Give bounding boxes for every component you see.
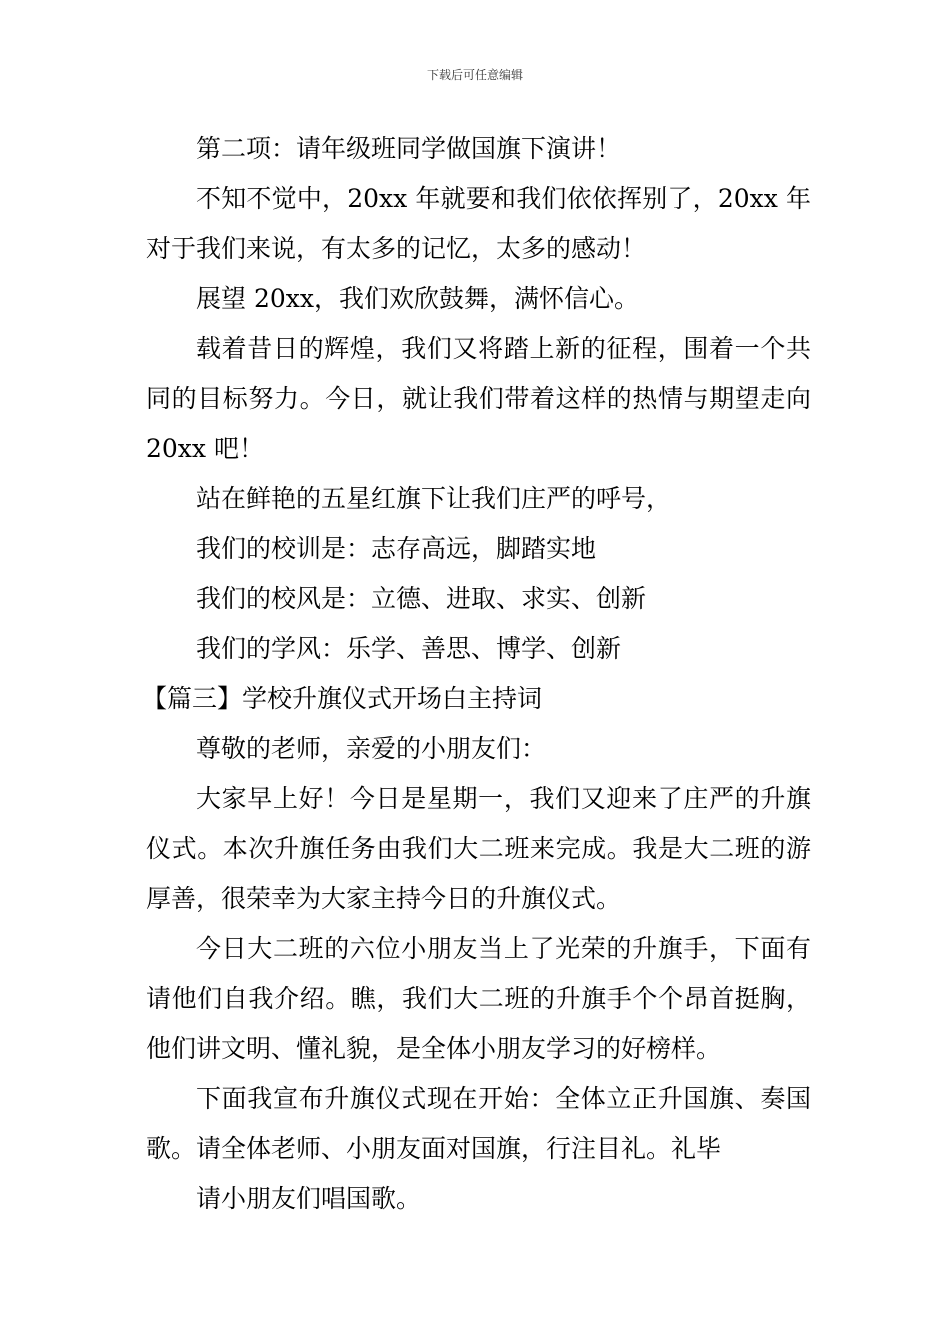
paragraph: 下面我宣布升旗仪式现在开始：全体立正升国旗、奏国歌。请全体老师、小朋友面对国旗，行注目礼。礼毕	[146, 1084, 811, 1163]
paragraph: 我们的校训是：志存高远，脚踏实地	[196, 534, 597, 563]
paragraph: 我们的学风：乐学、善思、博学、创新	[196, 634, 622, 663]
paragraph: 今日大二班的六位小朋友当上了光荣的升旗手，下面有请他们自我介绍。瞧，我们大二班的升旗手个个昂首挺胸，他们讲文明、懂礼貌，是全体小朋友学习的好榜样。	[146, 934, 811, 1063]
paragraph: 尊敬的老师，亲爱的小朋友们：	[196, 734, 547, 763]
section-heading: 【篇三】学校升旗仪式开场白主持词	[142, 684, 543, 713]
paragraph: 第二项：请年级班同学做国旗下演讲！	[196, 134, 622, 163]
paragraph: 我们的校风是：立德、进取、求实、创新	[196, 584, 647, 613]
page-header-note: 下载后可任意编辑	[426, 68, 523, 82]
paragraph: 载着昔日的辉煌，我们又将踏上新的征程，围着一个共同的目标努力。今日，就让我们带着这样的热情与期望走向 20xx 吧！	[146, 334, 811, 463]
paragraph: 展望 20xx，我们欢欣鼓舞，满怀信心。	[196, 284, 639, 313]
paragraph: 站在鲜艳的五星红旗下让我们庄严的呼号，	[196, 484, 672, 513]
paragraph: 请小朋友们唱国歌。	[196, 1184, 422, 1213]
paragraph: 大家早上好！今日是星期一，我们又迎来了庄严的升旗仪式。本次升旗任务由我们大二班来完成。我是大二班的游厚善，很荣幸为大家主持今日的升旗仪式。	[146, 784, 811, 913]
paragraph: 不知不觉中，20xx 年就要和我们依依挥别了，20xx 年对于我们来说，有太多的记忆，太多的感动！	[146, 184, 811, 263]
document-body	[142, 124, 811, 1224]
